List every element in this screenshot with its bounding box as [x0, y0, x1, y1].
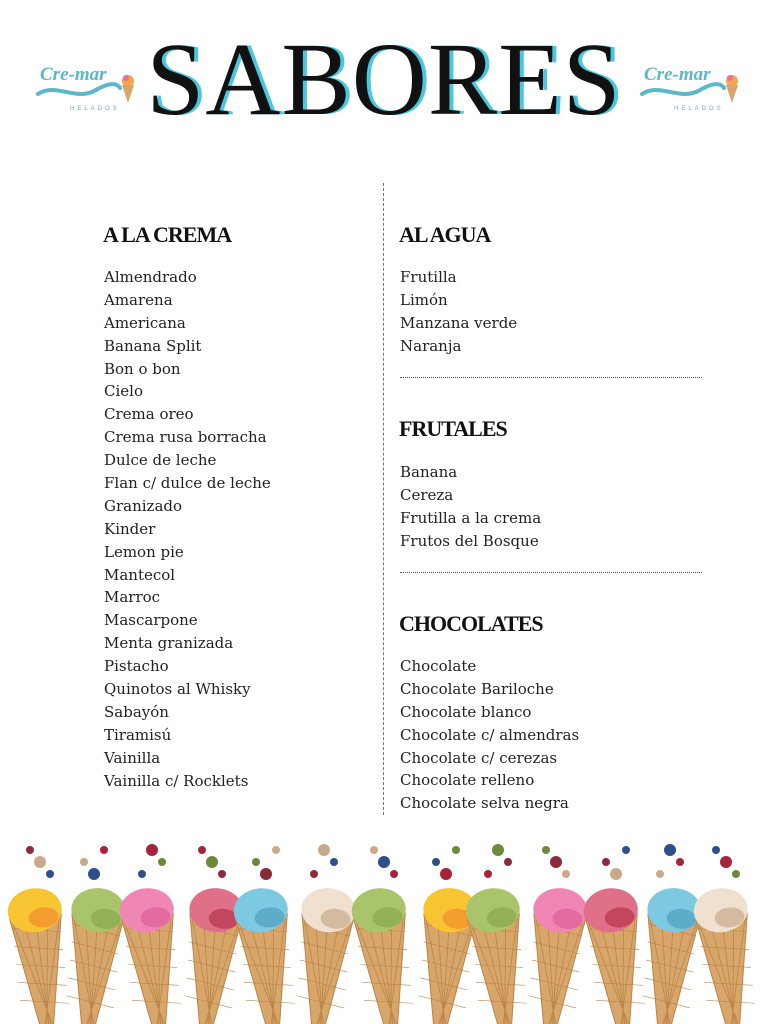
section-separator — [400, 572, 702, 573]
topping — [330, 858, 338, 866]
topping — [206, 856, 218, 868]
brand-name: Cre-mar — [40, 64, 107, 85]
flavor-item: Sabayón — [104, 702, 169, 721]
topping — [158, 858, 166, 866]
topping — [198, 846, 206, 854]
flavor-item: Granizado — [104, 496, 183, 515]
topping — [676, 858, 684, 866]
flavor-item: Mantecol — [104, 565, 176, 584]
flavor-list-chocolates — [400, 655, 579, 815]
flavor-item: Chocolate selva negra — [400, 794, 569, 813]
ice-cream-cone — [350, 886, 419, 1024]
topping — [484, 870, 492, 878]
flavor-item: Kinder — [104, 519, 156, 538]
flavor-item: Chocolate relleno — [400, 771, 535, 790]
topping — [720, 856, 732, 868]
flavor-item: Vainilla — [104, 748, 161, 767]
section-title-chocolates: CHOCOLATES — [399, 611, 543, 636]
flavor-item: Bon o bon — [104, 359, 181, 378]
topping — [432, 858, 440, 866]
column-divider — [383, 183, 384, 815]
section-title-frutales: FRUTALES — [399, 416, 507, 441]
brand-logo-right — [640, 62, 740, 114]
topping — [732, 870, 740, 878]
flavor-item: Lemon pie — [104, 542, 184, 561]
flavor-item: Frutilla — [400, 268, 457, 286]
topping — [218, 870, 226, 878]
topping — [88, 868, 100, 880]
ice-cream-cone — [637, 886, 703, 1024]
brand-subtitle: HELADOS — [70, 106, 120, 112]
flavor-item: Cereza — [400, 485, 454, 504]
topping — [310, 870, 318, 878]
flavor-item: Tiramisú — [104, 725, 172, 744]
flavor-item: Crema oreo — [104, 405, 194, 424]
topping — [622, 846, 630, 854]
header — [0, 0, 768, 160]
topping — [34, 856, 46, 868]
topping — [542, 846, 550, 854]
topping — [80, 858, 88, 866]
flavor-item: Quinotos al Whisky — [104, 680, 251, 699]
flavor-item: Mascarpone — [104, 611, 198, 630]
flavor-item: Manzana verde — [400, 313, 518, 332]
topping — [370, 846, 378, 854]
flavor-item: Naranja — [400, 336, 462, 355]
topping — [378, 856, 390, 868]
flavor-item: Pistacho — [104, 657, 169, 676]
topping — [146, 844, 158, 856]
section-title-crema: A LA CREMA — [103, 222, 232, 247]
ice-cream-cone — [232, 886, 301, 1024]
topping — [664, 844, 676, 856]
flavor-item: Flan c/ dulce de leche — [104, 474, 271, 493]
flavor-item: Chocolate c/ cerezas — [400, 748, 558, 767]
flavor-item: Chocolate — [400, 657, 477, 675]
flavor-item: Frutilla a la crema — [400, 508, 542, 527]
ice-cream-cones-decoration — [0, 830, 768, 1024]
ice-cream-cone — [291, 886, 357, 1024]
flavor-item: Banana Split — [104, 336, 202, 355]
ice-cream-cone — [692, 886, 761, 1024]
ice-cream-cone — [523, 886, 589, 1024]
flavor-item: Limón — [400, 290, 448, 309]
flavor-item: Dulce de leche — [104, 451, 217, 470]
section-separator — [400, 377, 702, 378]
topping — [272, 846, 280, 854]
topping — [602, 858, 610, 866]
flavor-item: Cielo — [104, 382, 143, 401]
flavor-item: Almendrado — [104, 268, 197, 286]
flavor-list-agua — [400, 266, 517, 358]
flavor-item: Marroc — [104, 588, 161, 607]
topping — [610, 868, 622, 880]
flavor-item: Banana — [400, 463, 458, 481]
flavor-item: Americana — [104, 313, 186, 332]
topping — [26, 846, 34, 854]
topping — [100, 846, 108, 854]
topping — [492, 844, 504, 856]
flavor-item: Chocolate Bariloche — [400, 679, 554, 698]
ice-cream-cone — [582, 886, 651, 1024]
flavor-item: Amarena — [104, 290, 173, 309]
topping — [260, 868, 272, 880]
section-title-agua: AL AGUA — [399, 222, 491, 247]
flavor-list-frutales — [400, 461, 541, 553]
topping — [550, 856, 562, 868]
topping — [252, 858, 260, 866]
flavor-item: Chocolate c/ almendras — [400, 725, 580, 744]
brand-subtitle: HELADOS — [674, 106, 724, 112]
flavor-item: Menta granizada — [104, 634, 234, 653]
flavor-item: Crema rusa borracha — [104, 428, 267, 447]
topping — [562, 870, 570, 878]
topping — [452, 846, 460, 854]
ice-cream-cone — [6, 886, 75, 1024]
page-title: SABORES — [146, 22, 622, 137]
topping — [440, 868, 452, 880]
topping — [504, 858, 512, 866]
topping — [390, 870, 398, 878]
topping — [656, 870, 664, 878]
topping — [46, 870, 54, 878]
ice-cream-cone — [464, 886, 533, 1024]
topping — [712, 846, 720, 854]
ice-cream-cone — [61, 886, 127, 1024]
flavor-item: Frutos del Bosque — [400, 531, 539, 550]
flavor-list-crema — [104, 266, 271, 792]
swoosh-icon — [640, 80, 726, 104]
ice-cream-cone — [118, 886, 187, 1024]
topping — [138, 870, 146, 878]
ice-cream-cone-icon — [724, 74, 740, 104]
flavor-item: Vainilla c/ Rocklets — [104, 771, 249, 790]
flavor-item: Chocolate blanco — [400, 702, 532, 721]
brand-name: Cre-mar — [644, 64, 711, 85]
topping — [318, 844, 330, 856]
